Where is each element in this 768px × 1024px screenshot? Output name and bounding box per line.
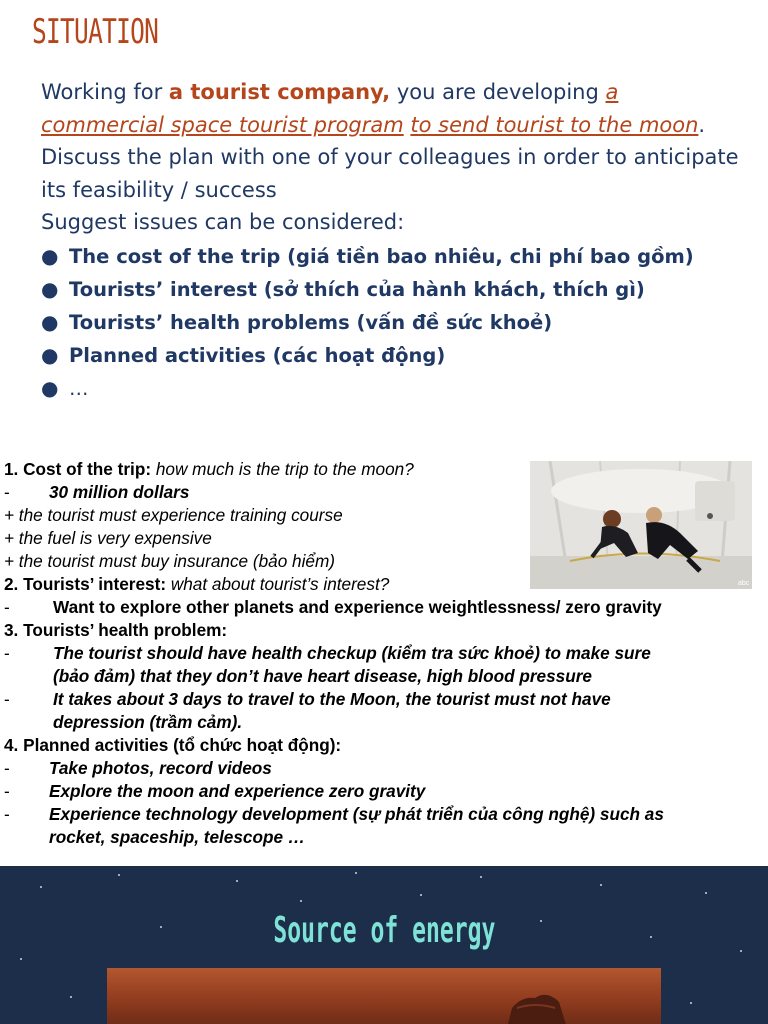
situation-slide (0, 0, 768, 445)
issues-intro: Suggest issues can be considered: (41, 210, 405, 234)
tourist-company-highlight: a tourist company, (168, 80, 391, 104)
star (70, 996, 72, 998)
note-line (4, 481, 189, 504)
health-point: The tourist should have health checkup (kiểm tra sức khoẻ) to make sure (53, 643, 651, 663)
bullet-icon: ● (41, 277, 59, 301)
dash-marker: - (4, 804, 10, 824)
note-line: + the tourist must experience training course (4, 505, 343, 525)
list-item (41, 273, 761, 306)
star (20, 958, 22, 960)
issue-text: … (69, 377, 89, 400)
bullet-icon: ● (41, 310, 59, 334)
star (355, 872, 357, 874)
list-item (41, 240, 761, 273)
issue-text: Planned activities (các hoạt động) (69, 344, 446, 367)
energy-image (107, 968, 661, 1024)
star (480, 876, 482, 878)
dash-marker: - (4, 482, 10, 502)
body-text: . Discuss the plan with one of your colleagues in order to anticipate its feasibility / success (41, 112, 739, 202)
health-heading: 3. Tourists’ health problem: (4, 620, 228, 640)
source-of-energy-slide (0, 866, 768, 1024)
goal-highlight: to send tourist to the moon (410, 112, 699, 137)
list-item (41, 306, 761, 339)
activities-heading: 4. Planned activities (tổ chức hoạt động): (4, 735, 342, 755)
cost-value: 30 million dollars (49, 482, 190, 502)
bullet-icon: ● (41, 376, 59, 400)
star (118, 874, 120, 876)
body-text: Working for (41, 80, 169, 104)
note-line: depression (trầm cảm). (53, 712, 243, 732)
note-line (4, 688, 611, 711)
slide-title: SITUATION (32, 12, 159, 52)
body-text: you are developing (390, 80, 606, 104)
cost-heading: 1. Cost of the trip: (4, 459, 152, 479)
zero-gravity-illustration (530, 461, 752, 589)
interest-answer: Want to explore other planets and experience weightlessness/ zero gravity (53, 597, 662, 617)
dash-marker: - (4, 643, 10, 663)
issue-text: Tourists’ interest (sở thích của hành khách, thích gì) (69, 278, 645, 301)
dash-marker: - (4, 758, 10, 778)
list-item (41, 372, 761, 405)
note-line (4, 780, 425, 803)
issue-text: The cost of the trip (giá tiền bao nhiêu, chi phí bao gồm) (69, 245, 694, 268)
star (690, 1002, 692, 1004)
health-point: It takes about 3 days to travel to the Moon, the tourist must not have (53, 689, 611, 709)
star (300, 900, 302, 902)
note-line (4, 757, 272, 780)
cost-question: how much is the trip to the moon? (151, 459, 414, 479)
note-line: rocket, spaceship, telescope … (49, 827, 306, 847)
star (600, 884, 602, 886)
zero-gravity-photo (530, 461, 752, 589)
issues-list (41, 240, 761, 405)
note-line (4, 458, 414, 481)
interest-heading: 2. Tourists’ interest: (4, 574, 167, 594)
note-line (4, 596, 662, 619)
star (40, 886, 42, 888)
star (236, 880, 238, 882)
bullet-icon: ● (41, 343, 59, 367)
note-line: (bảo đảm) that they don’t have heart disease, high blood pressure (53, 666, 592, 686)
situation-paragraph (41, 76, 741, 239)
list-item (41, 339, 761, 372)
activity-item: Take photos, record videos (49, 758, 272, 778)
rock-illustration (107, 968, 661, 1024)
activity-item: Experience technology development (sự phát triển của công nghệ) such as (49, 804, 664, 824)
note-line (4, 803, 664, 826)
interest-question: what about tourist’s interest? (166, 574, 390, 594)
star (705, 892, 707, 894)
slide-title (0, 910, 768, 951)
dash-marker: - (4, 781, 10, 801)
star (420, 894, 422, 896)
activity-item: Explore the moon and experience zero gravity (49, 781, 426, 801)
photo-watermark: abc (738, 580, 750, 587)
note-line: + the tourist must buy insurance (bảo hiểm) (4, 551, 336, 571)
program-highlight: a commercial space tourist program (41, 80, 619, 137)
dash-marker: - (4, 597, 10, 617)
dash-marker: - (4, 689, 10, 709)
issue-text: Tourists’ health problems (vấn đề sức khoẻ) (69, 311, 553, 334)
bullet-icon: ● (41, 244, 59, 268)
note-line: + the fuel is very expensive (4, 528, 212, 548)
title-text: Source of energy (273, 910, 495, 951)
note-line (4, 642, 651, 665)
note-line (4, 573, 389, 596)
